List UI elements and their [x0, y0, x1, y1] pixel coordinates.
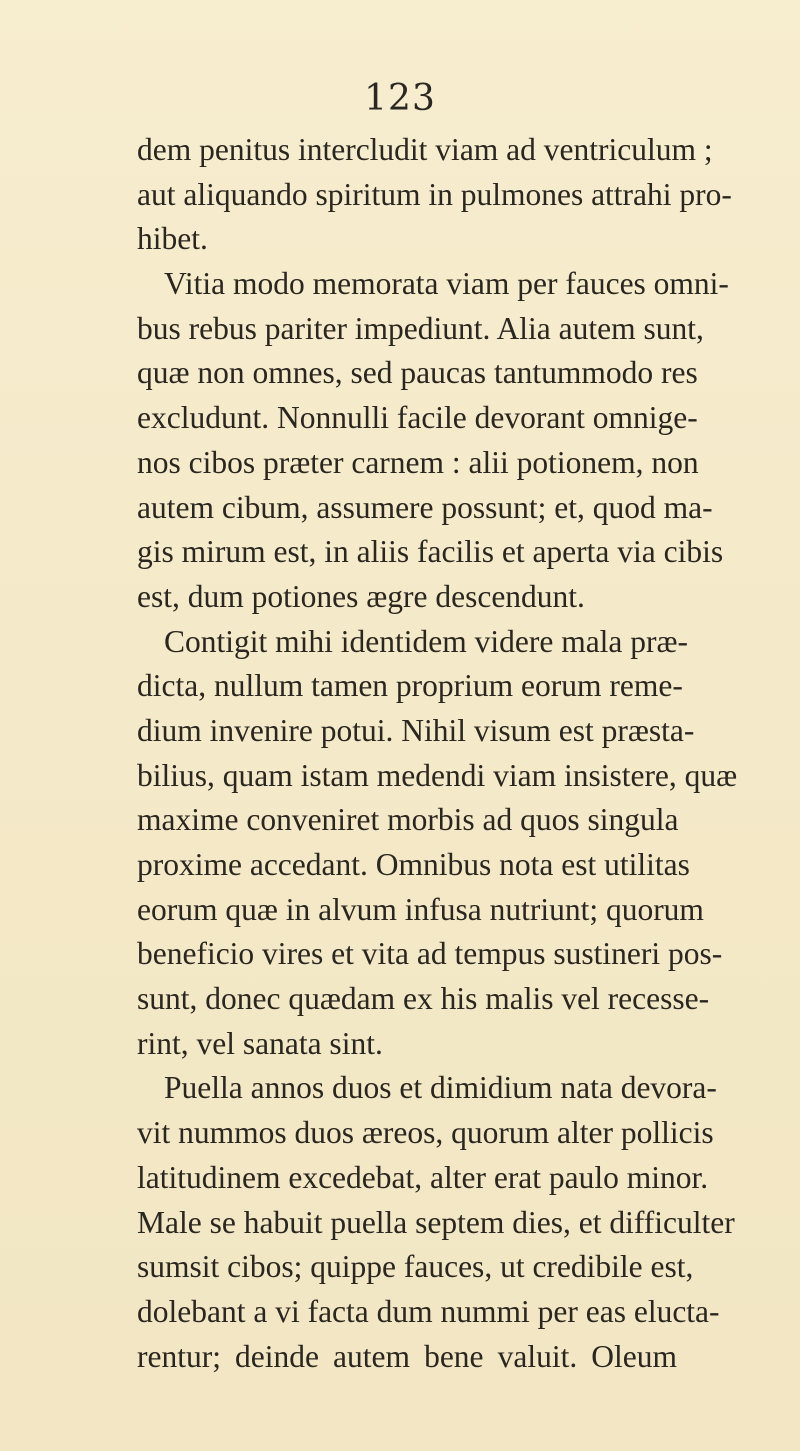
text-line: dicta, nullum tamen proprium eorum reme- — [137, 668, 683, 704]
text-line: dem penitus intercludit viam ad ventriculum ; — [137, 132, 713, 167]
text-line: latitudinem excedebat, alter erat paulo minor. — [137, 1159, 709, 1195]
text-line: excludunt. Nonnulli facile devorant omnige- — [137, 400, 698, 436]
text-line: est, dum potiones ægre descendunt. — [137, 578, 585, 614]
text-line: quæ non omnes, sed paucas tantummodo res — [137, 355, 698, 391]
text-line: Puella annos duos et dimidium nata devora- — [164, 1070, 717, 1106]
text-line: dium invenire potui. Nihil visum est præsta- — [137, 712, 695, 748]
text-line: nos cibos præter carnem : alii potionem, non — [137, 444, 699, 480]
text-line: sumsit cibos; quippe fauces, ut credibile est, — [137, 1249, 694, 1285]
text-line: hibet. — [137, 221, 208, 257]
text-line: Vitia modo memorata viam per fauces omni- — [164, 266, 729, 302]
text-line: eorum quæ in alvum infusa nutriunt; quorum — [137, 891, 704, 927]
text-line: maxime conveniret morbis ad quos singula — [137, 802, 679, 838]
text-line: Contigit mihi identidem videre mala præ- — [164, 623, 689, 659]
text-line: sunt, donec quædam ex his malis vel recesse- — [137, 981, 710, 1017]
text-line: bus rebus pariter impediunt. Alia autem sunt, — [137, 310, 704, 346]
text-line: autem cibum, assumere possunt; et, quod ma- — [137, 489, 713, 525]
text-line: gis mirum est, in aliis facilis et aperta via cibis — [137, 534, 724, 570]
text-line: rentur; deinde autem bene valuit. Oleum — [137, 1338, 677, 1374]
text-line: bilius, quam istam medendi viam insistere, quæ — [137, 757, 738, 793]
text-line: proxime accedant. Omnibus nota est utilitas — [137, 847, 690, 882]
page-number: 123 — [364, 78, 436, 119]
text-line: vit nummos duos æreos, quorum alter pollicis — [137, 1115, 714, 1151]
text-line: Male se habuit puella septem dies, et difficulter — [137, 1204, 735, 1240]
text-line: dolebant a vi facta dum nummi per eas elucta- — [137, 1293, 720, 1329]
text-line: rint, vel sanata sint. — [137, 1025, 383, 1061]
text-line: beneficio vires et vita ad tempus sustineri pos- — [137, 936, 723, 972]
body-text — [137, 128, 738, 1379]
text-line: aut aliquando spiritum in pulmones attrahi pro- — [137, 176, 732, 212]
